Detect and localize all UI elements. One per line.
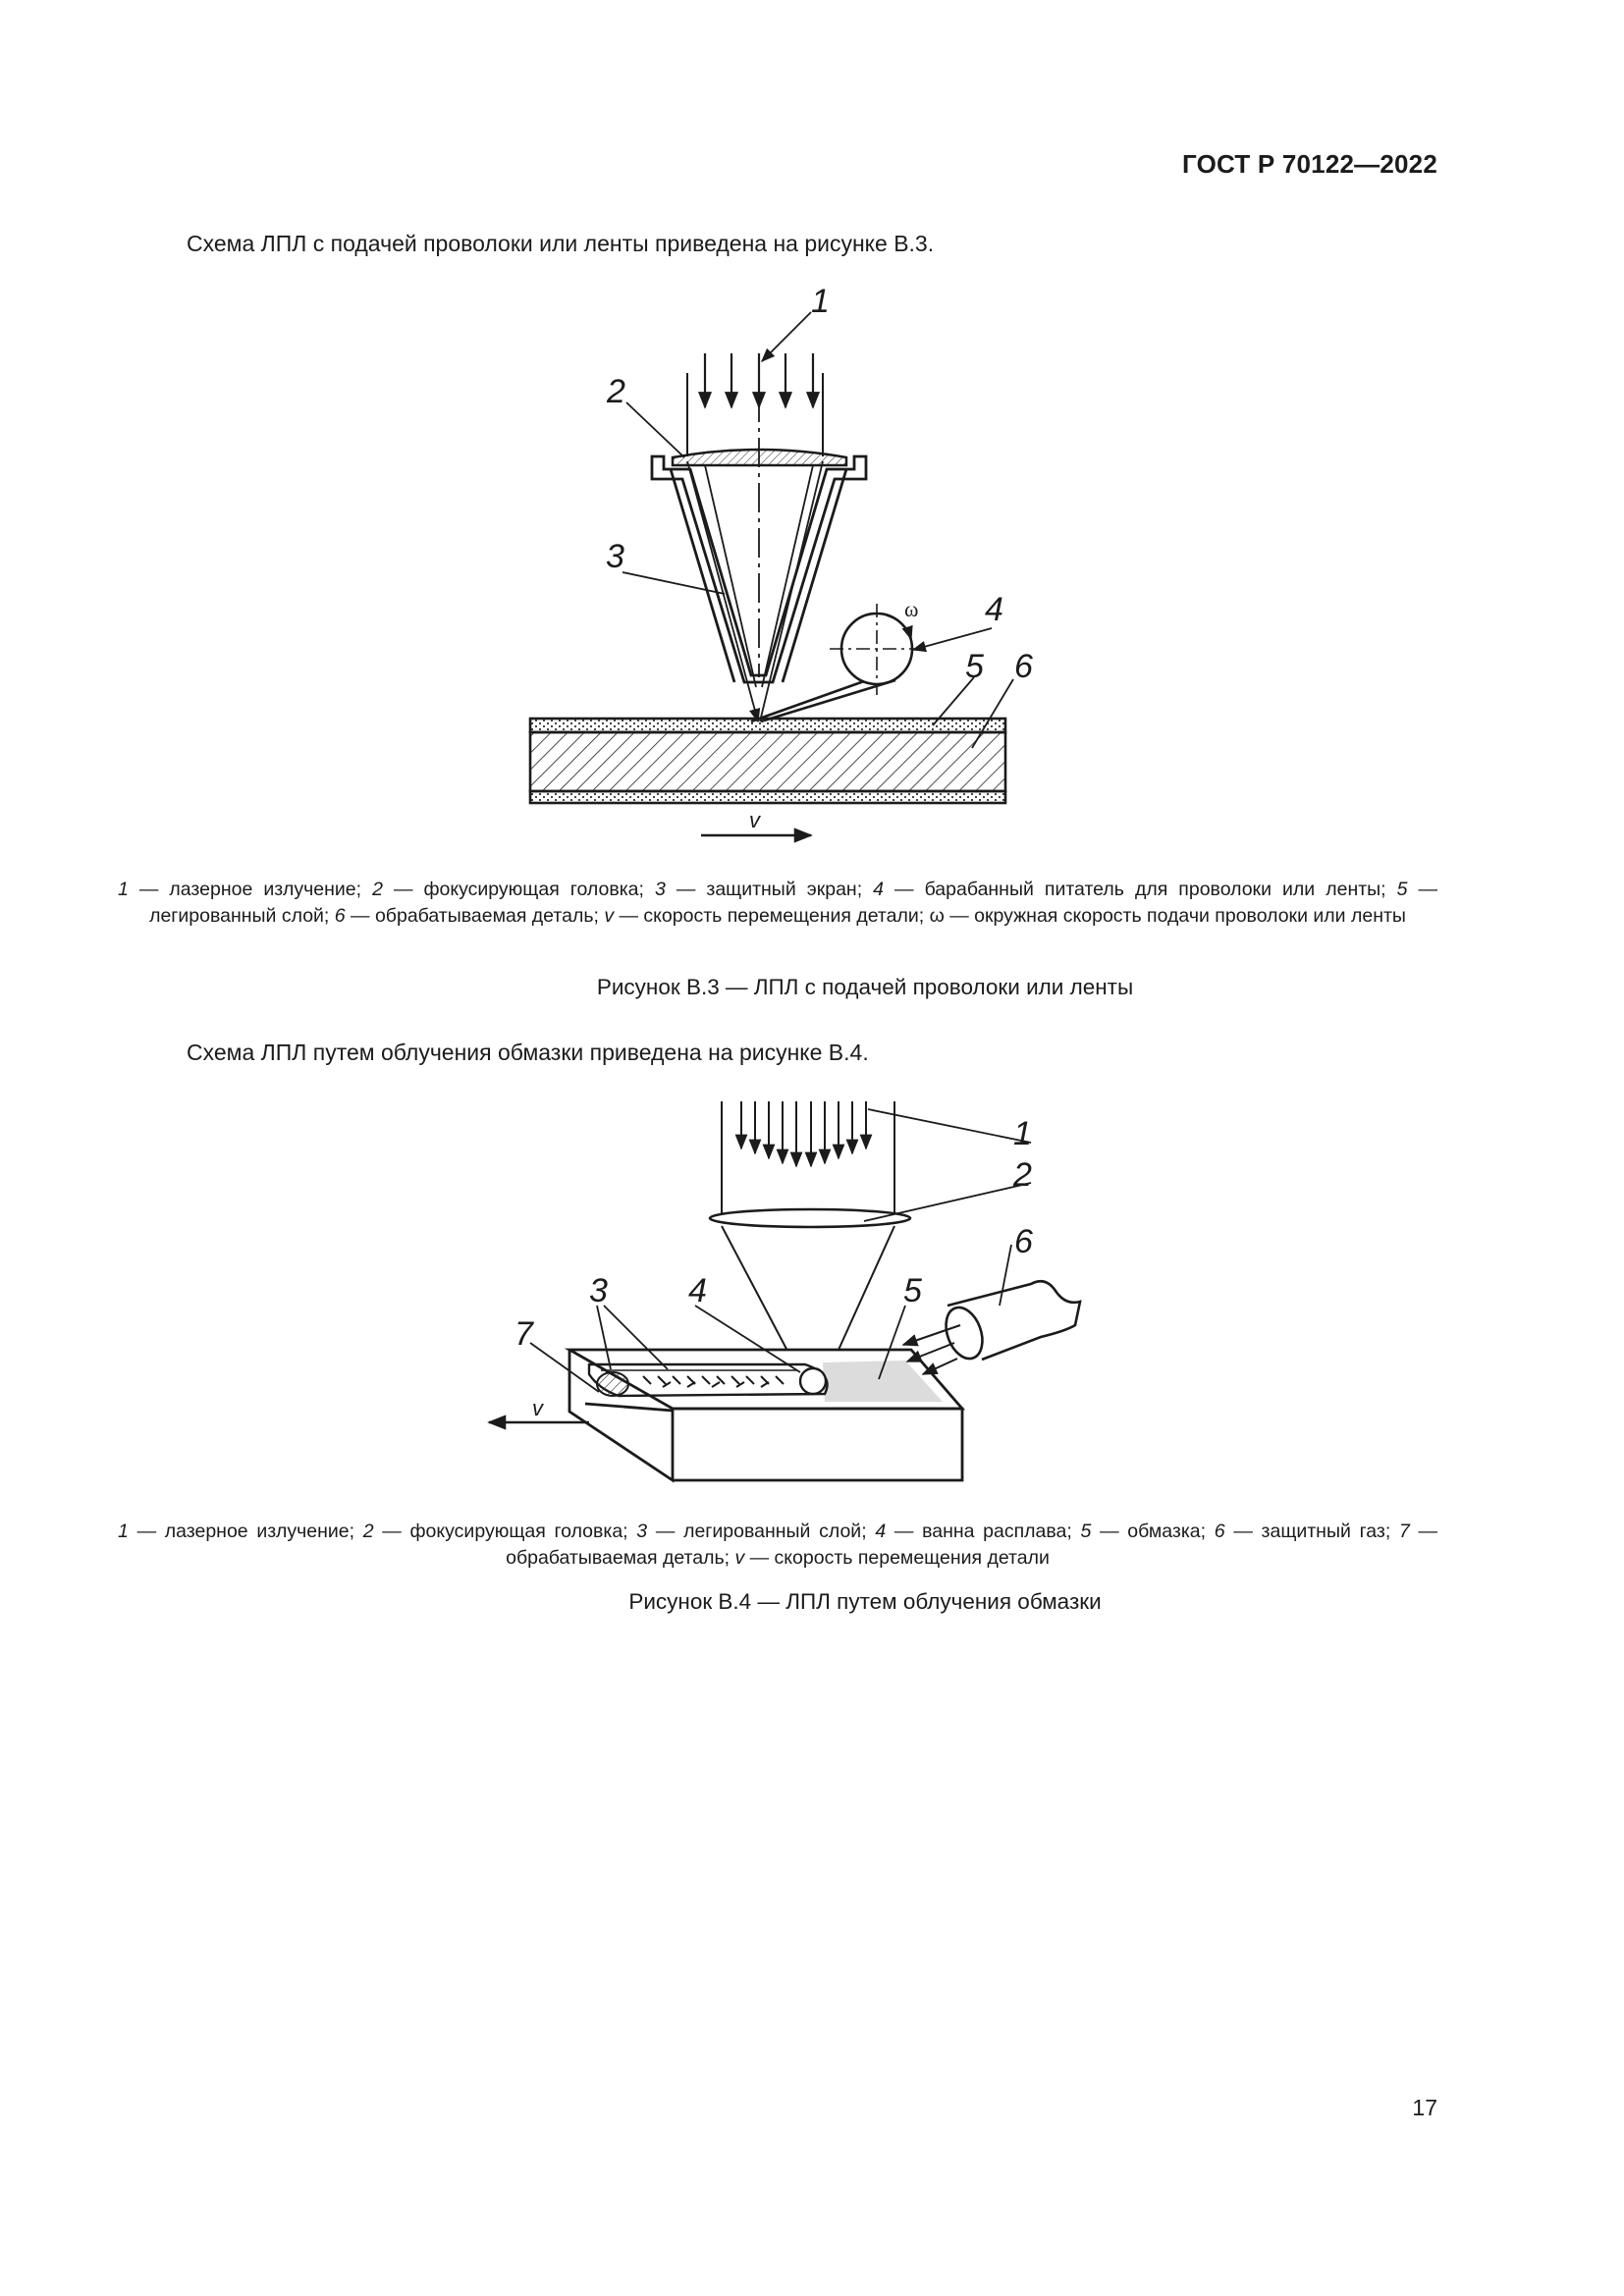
fig-b3-velocity-label: v bbox=[749, 808, 760, 832]
fig-b4-label-2: 2 bbox=[1013, 1156, 1032, 1194]
document-id: ГОСТ Р 70122—2022 bbox=[1182, 149, 1437, 179]
fig-b3-label-5: 5 bbox=[965, 648, 984, 685]
fig-b3-omega-symbol: ω bbox=[904, 597, 919, 621]
fig-b4-label-4: 4 bbox=[688, 1272, 707, 1309]
fig-b4-label-7: 7 bbox=[514, 1315, 533, 1353]
page-number: 17 bbox=[1412, 2095, 1437, 2120]
fig-b3-label-6: 6 bbox=[1014, 648, 1033, 685]
figure-b4-legend: 1 — лазерное излучение; 2 — фокусирующая головка; 3 — легированный слой; 4 — ванна расплава; 5 — обмазка; 6 — защитный газ; 7 — обрабатываемая деталь; v — скорость перемещения детали bbox=[118, 1521, 1438, 1569]
figure-b4-intro-text: Схема ЛПЛ путем облучения обмазки приведена на рисунке В.4. bbox=[187, 1040, 869, 1065]
fig-b4-velocity-label: v bbox=[532, 1396, 543, 1420]
fig-b4-label-1: 1 bbox=[1013, 1115, 1032, 1152]
fig-b4-label-5: 5 bbox=[903, 1272, 922, 1309]
figure-b4-caption: Рисунок В.4 — ЛПЛ путем облучения обмазки bbox=[628, 1589, 1102, 1614]
fig-b3-label-3: 3 bbox=[606, 538, 624, 575]
figure-b3-intro-text: Схема ЛПЛ с подачей проволоки или ленты приведена на рисунке В.3. bbox=[187, 231, 935, 256]
figure-b3-legend: 1 — лазерное излучение; 2 — фокусирующая головка; 3 — защитный экран; 4 — барабанный питатель для проволоки или ленты; 5 — легированный слой; 6 — обрабатываемая деталь; v — скорость перемещения детали; ω — окружная скорость подачи проволоки или ленты bbox=[118, 879, 1438, 927]
figure-b3-caption: Рисунок В.3 — ЛПЛ с подачей проволоки или ленты bbox=[596, 975, 1134, 999]
fig-b4-label-6: 6 bbox=[1014, 1223, 1033, 1260]
shielding-gas-nozzle bbox=[903, 1281, 1080, 1374]
fig-b3-label-2: 2 bbox=[607, 373, 625, 410]
fig-b3-label-1: 1 bbox=[811, 283, 830, 320]
fig-b4-label-3: 3 bbox=[589, 1272, 608, 1309]
fig-b3-label-4: 4 bbox=[985, 591, 1003, 628]
